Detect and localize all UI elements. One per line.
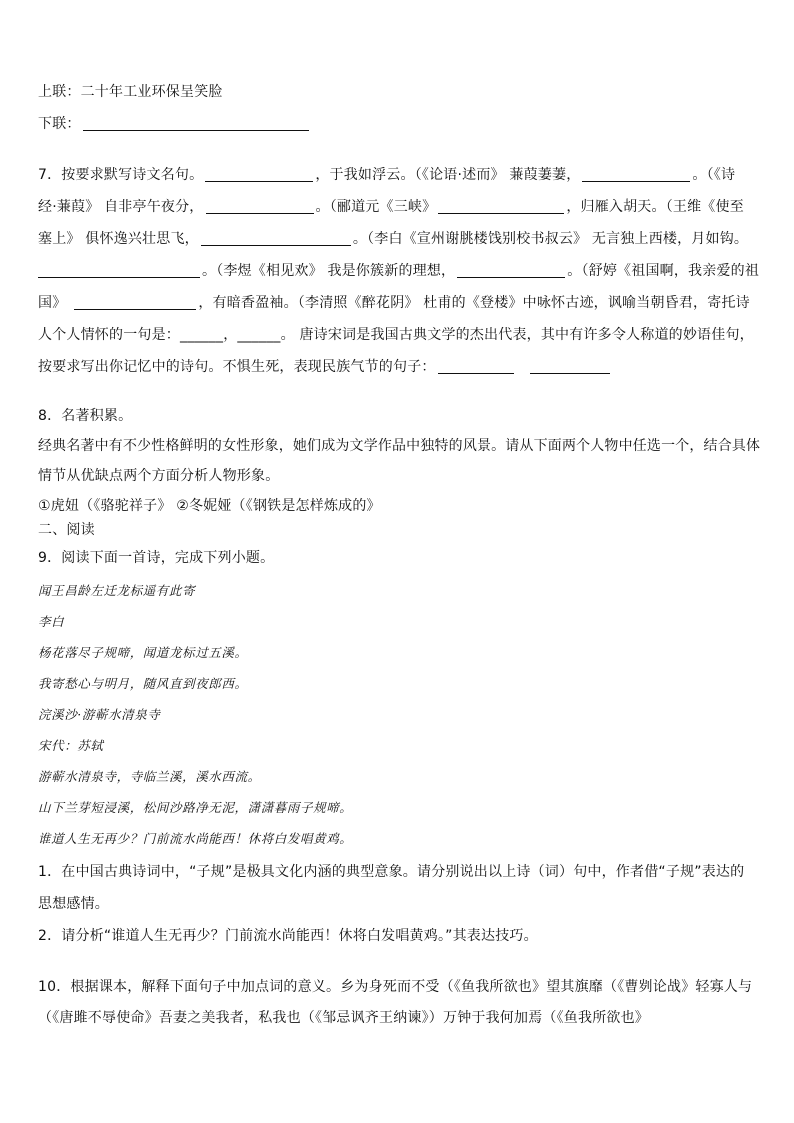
q8-line-1: 经典名著中有不少性格鲜明的女性形象，她们成为文学作品中独特的风景。请从下面两个人物中任选一个，结合具体 (38, 438, 761, 454)
q9-sub1-line-2: 思想感情。 (38, 896, 109, 912)
poem-line: 游蕲水清泉寺，寺临兰溪，溪水西流。 (38, 769, 261, 784)
answer-blank[interactable] (438, 358, 514, 374)
q9-sub2: 2．请分析“谁道人生无再少？门前流水尚能西！休将白发唱黄鸡。”其表达技巧。 (38, 928, 538, 944)
q8-line-2: 情节从优缺点两个方面分析人物形象。 (38, 468, 280, 484)
q7-line-6: 人个人情怀的一句是：______，______。 唐诗宋词是我国古典文学的杰出代表，其中有许多令人称道的妙语佳句， (38, 327, 754, 343)
answer-blank[interactable] (74, 294, 196, 310)
q7-line-4: 。（李煜《相见欢》 我是你簇新的理想， 。（舒婷《祖国啊，我亲爱的祖 (38, 261, 760, 281)
q7-line-1: 7．按要求默写诗文名句。 ，于我如浮云。（《论语·述而》 蒹葭萋萋， 。（《诗 (38, 167, 736, 183)
poem-line: 闻王昌龄左迁龙标遥有此寄 (38, 583, 196, 598)
q9-title: 9．阅读下面一首诗，完成下列小题。 (38, 550, 275, 566)
answer-blank[interactable] (205, 166, 313, 182)
q10-line-1: 10．根据课本，解释下面句子中加点词的意义。乡为身死而不受（《鱼我所欲也》望其旗靡（《曹刿论战》轻寡人与 (38, 979, 753, 995)
poem-line: 山下兰芽短浸溪，松间沙路净无泥，潇潇暮雨子规啼。 (38, 800, 353, 815)
answer-blank[interactable] (201, 230, 351, 246)
answer-blank[interactable] (206, 198, 314, 214)
q7-line-3: 塞上》 俱怀逸兴壮思飞， 。（李白《宣州谢朓楼饯别校书叔云》 无言独上西楼，月如钩。 (38, 231, 749, 247)
poem-line: 我寄愁心与明月，随风直到夜郎西。 (38, 676, 248, 691)
answer-blank[interactable] (530, 358, 610, 374)
answer-blank[interactable] (38, 262, 200, 278)
poem-line: 谁道人生无再少？门前流水尚能西！休将白发唱黄鸡。 (38, 831, 353, 846)
poem-line: 浣溪沙·游蕲水清泉寺 (38, 707, 161, 722)
q10-line-2: （《唐雎不辱使命》吾妻之美我者，私我也（《邹忌讽齐王纳谏》）万钟于我何加焉（《鱼我所欲也》 (38, 1010, 649, 1026)
answer-blank[interactable] (438, 198, 564, 214)
q7-line-2: 经·蒹葭》 自非亭午夜分， 。（郦道元《三峡》 ，归雁入胡天。（王维《使至 (38, 199, 744, 215)
poem-line: 李白 (38, 614, 65, 629)
q8-title: 8．名著积累。 (38, 408, 133, 424)
poem-line: 宋代：苏轼 (38, 738, 104, 753)
couplet-lower: 下联： (38, 114, 760, 134)
answer-blank[interactable] (582, 166, 690, 182)
q9-sub1-line-1: 1．在中国古典诗词中，“子规”是极具文化内涵的典型意象。请分别说出以上诗（词）句中，作者借“子规”表达的 (38, 864, 745, 880)
q7-line-5: 国》 ，有暗香盈袖。（李清照《醉花阴》 杜甫的《登楼》中咏怀古迹，讽喻当朝昏君，寄托诗 (38, 295, 750, 311)
answer-blank[interactable] (83, 115, 309, 131)
answer-blank[interactable] (457, 262, 565, 278)
section-heading: 二、阅读 (38, 522, 95, 538)
couplet-upper: 上联：二十年工业环保呈笑脸 (38, 84, 223, 100)
q8-line-3: ①虎妞（《骆驼祥子》 ②冬妮娅（《钢铁是怎样炼成的》 (38, 498, 381, 514)
q7-line-7: 按要求写出你记忆中的诗句。不惧生死，表现民族气节的句子： (38, 357, 760, 377)
poem-line: 杨花落尽子规啼，闻道龙标过五溪。 (38, 645, 248, 660)
